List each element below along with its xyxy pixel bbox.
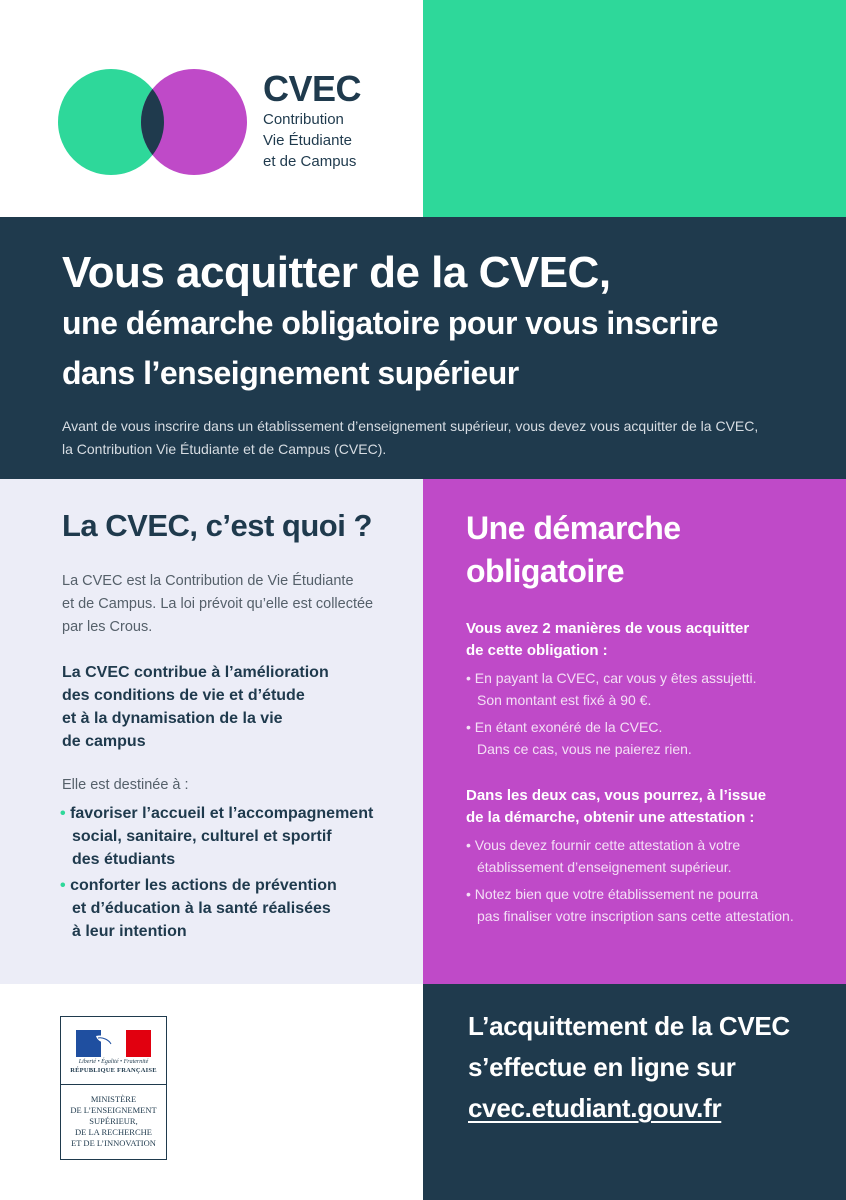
ministry-name-line: DE L’ENSEIGNEMENT (70, 1105, 157, 1115)
intro-line-1: Avant de vous inscrire dans un établissement d’enseignement supérieur, vous devez vous acquitter de la CVEC, (62, 418, 759, 434)
ministry-name-line: ET DE L’INNOVATION (71, 1138, 156, 1148)
republic-motto: Liberté • Égalité • Fraternité (78, 1059, 149, 1065)
logo-acronym: CVEC (263, 68, 362, 109)
demarche-note-1-cont: établissement d’enseignement supérieur. (477, 859, 732, 875)
online-line-2: s’effectue en ligne sur (468, 1052, 736, 1082)
bullet-text: favoriser l’accueil et l’accompagnement (70, 805, 374, 822)
republique-francaise: RÉPUBLIQUE FRANÇAISE (70, 1067, 157, 1074)
demarche-title-line-2: obligatoire (466, 553, 625, 589)
demarche-heading-1: Vous avez 2 manières de vous acquitter (466, 620, 750, 637)
what-p2-line: de campus (62, 733, 146, 750)
what-p2-line: et à la dynamisation de la vie (62, 710, 283, 727)
intro-line-2: la Contribution Vie Étudiante et de Campus (CVEC). (62, 441, 387, 457)
bullet-dot-icon: • (60, 877, 66, 894)
headline-line-2: une démarche obligatoire pour vous inscrire (62, 305, 718, 341)
demarche-option-2: • En étant exonéré de la CVEC. (466, 719, 663, 735)
what-is-cvec-title: La CVEC, c’est quoi ? (62, 508, 372, 543)
demarche-option-2-cont: Dans ce cas, vous ne paierez rien. (477, 741, 692, 757)
what-p1-line: La CVEC est la Contribution de Vie Étudiante (62, 573, 354, 589)
ministry-divider (60, 1084, 167, 1085)
top-right-color-block (423, 0, 846, 217)
online-line-1: L’acquittement de la CVEC (468, 1011, 790, 1041)
demarche-heading-2: de la démarche, obtenir une attestation : (466, 809, 755, 826)
what-bullet-2 (60, 874, 337, 897)
demarche-option-1: • En payant la CVEC, car vous y êtes assujetti. (466, 670, 757, 686)
what-bullet-1-cont: social, sanitaire, culturel et sportif (72, 828, 332, 845)
cvec-website-link[interactable]: cvec.etudiant.gouv.fr (468, 1093, 722, 1123)
logo-tagline-2: Vie Étudiante (263, 132, 352, 149)
ministry-name-line: DE LA RECHERCHE (75, 1127, 152, 1137)
what-bullet-1-cont: des étudiants (72, 851, 176, 868)
headline-line-3: dans l’enseignement supérieur (62, 355, 519, 391)
what-p3: Elle est destinée à : (62, 777, 189, 793)
what-p1-line: par les Crous. (62, 619, 153, 635)
demarche-title-line-1: Une démarche (466, 510, 681, 546)
headline-line-1: Vous acquitter de la CVEC, (62, 248, 611, 297)
demarche-note-1: • Vous devez fournir cette attestation à votre (466, 837, 741, 853)
demarche-heading-1: de cette obligation : (466, 642, 608, 659)
demarche-note-2: • Notez bien que votre établissement ne pourra (466, 886, 759, 902)
what-bullet-2-cont: et d’éducation à la santé réalisées (72, 900, 331, 917)
bullet-text: conforter les actions de prévention (70, 877, 337, 894)
what-bullet-1 (60, 802, 373, 825)
logo-tagline-3: et de Campus (263, 153, 357, 170)
what-p2-line: des conditions de vie et d’étude (62, 687, 305, 704)
bullet-dot-icon: • (60, 805, 66, 822)
logo-tagline-1: Contribution (263, 111, 344, 128)
ministry-name-line: MINISTÈRE (90, 1094, 137, 1104)
what-p1-line: et de Campus. La loi prévoit qu’elle est collectée (62, 596, 374, 612)
demarche-heading-2: Dans les deux cas, vous pourrez, à l’issue (466, 787, 767, 804)
demarche-option-1-cont: Son montant est fixé à 90 €. (477, 692, 652, 708)
cvec-logo-icon (58, 66, 248, 178)
marianne-flag-icon (76, 1030, 151, 1057)
ministry-name-line: SUPÉRIEUR, (89, 1116, 138, 1126)
what-bullet-2-cont: à leur intention (72, 923, 187, 940)
demarche-note-2-cont: pas finaliser votre inscription sans cette attestation. (477, 908, 794, 924)
what-p2-line: La CVEC contribue à l’amélioration (62, 664, 329, 681)
